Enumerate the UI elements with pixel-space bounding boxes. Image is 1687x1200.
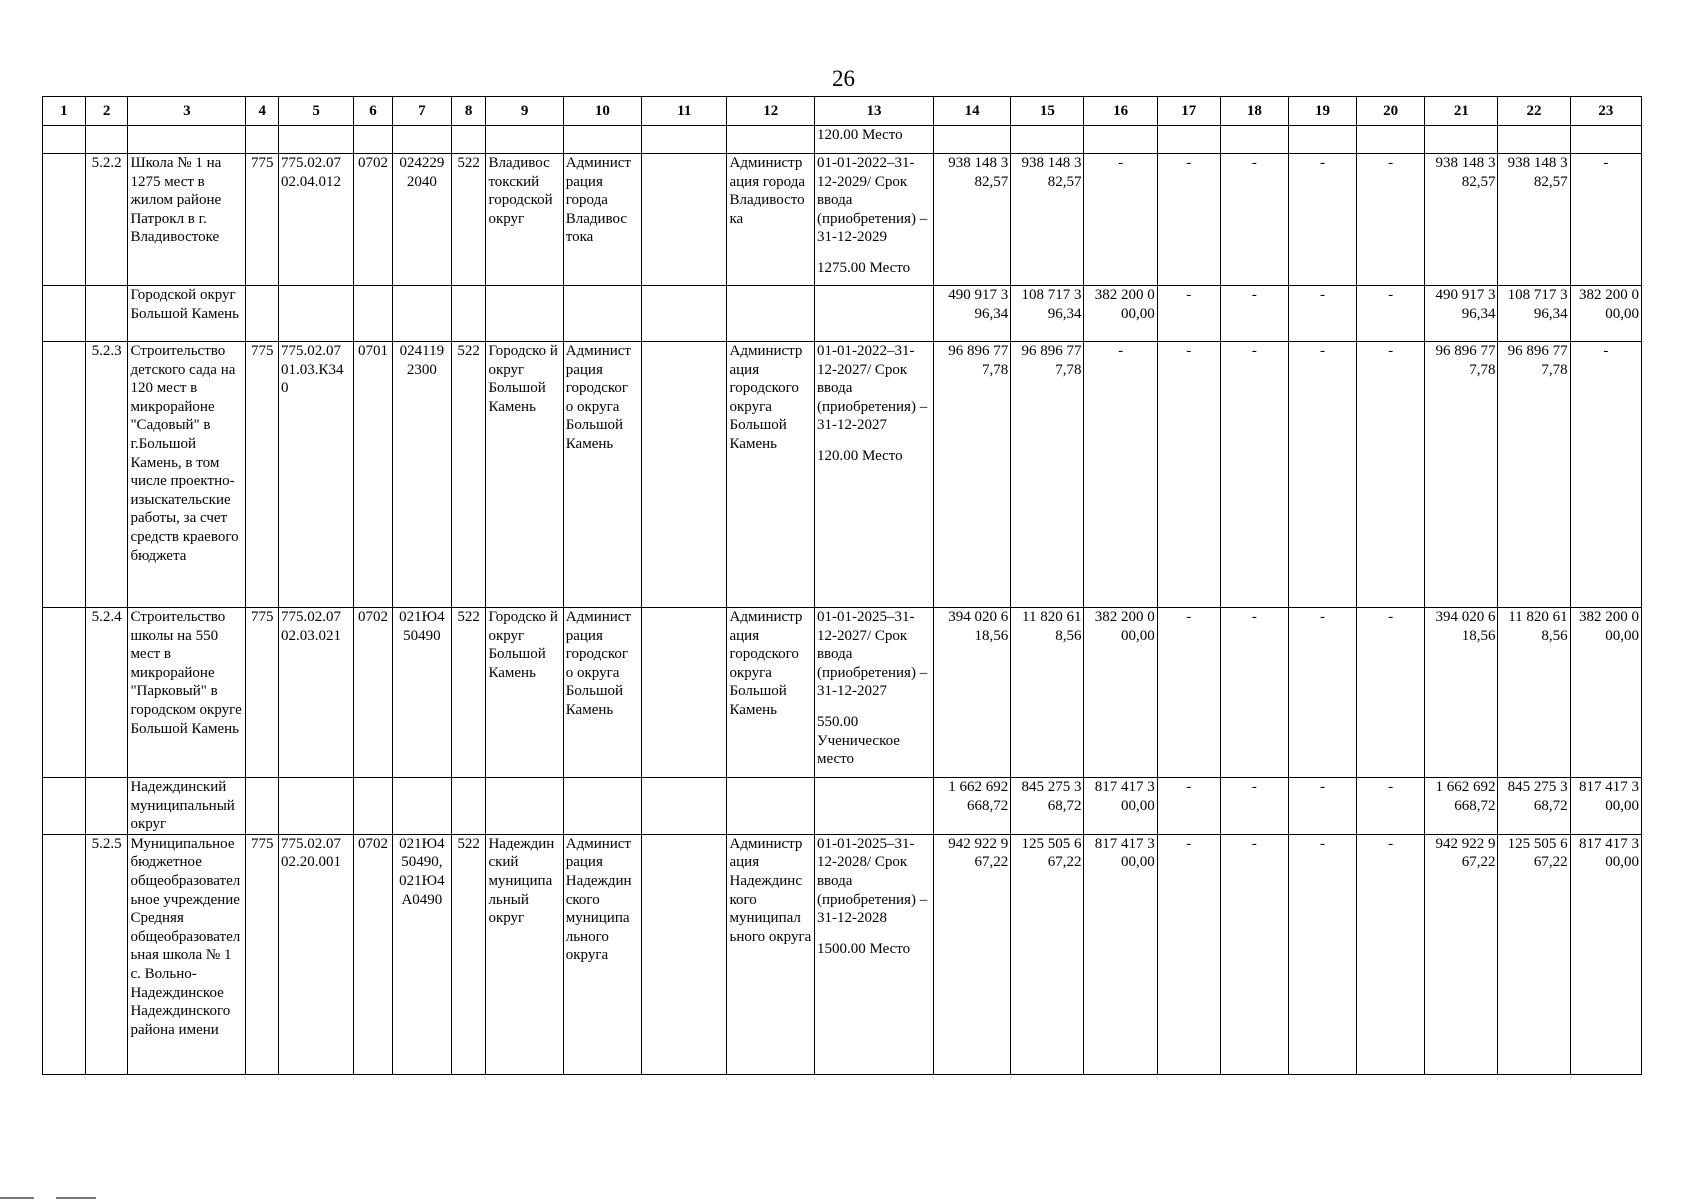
table-cell: 0701 [354,342,393,608]
table-cell: Администр ация городского округа Большой Камень [727,608,814,778]
table-cell: 817 417 3 00,00 [1084,834,1157,1074]
table-cell: - [1288,342,1356,608]
header-cell: 4 [246,97,279,126]
table-cell: 938 148 3 82,57 [1498,154,1570,286]
table-cell: 394 020 6 18,56 [1425,608,1498,778]
table-cell: 942 922 9 67,22 [933,834,1010,1074]
table-cell: - [1357,286,1425,342]
header-cell: 22 [1498,97,1570,126]
header-cell: 17 [1157,97,1220,126]
table-cell [1084,126,1157,154]
table-cell [642,154,727,286]
table-cell: 938 148 3 82,57 [1425,154,1498,286]
header-cell: 15 [1011,97,1084,126]
table-cell [814,342,933,608]
table-cell: - [1220,154,1288,286]
object-name-cell: Школа № 1 на 1275 мест в жилом районе Патрокл в г. Владивостоке [128,154,246,286]
table-cell [1011,126,1084,154]
header-cell: 21 [1425,97,1498,126]
table-cell: 775 [246,834,279,1074]
table-cell [642,608,727,778]
row-number-cell: 5.2.3 [85,342,128,608]
header-cell: 1 [43,97,86,126]
table-cell: - [1288,608,1356,778]
table-cell [85,126,128,154]
table-cell [563,126,641,154]
table-cell: 120.00 Место [814,126,933,154]
table-cell: 490 917 3 96,34 [1425,286,1498,342]
table-row [43,154,1642,286]
table-cell: 817 417 3 00,00 [1570,778,1641,835]
capacity-text: 1500.00 Место [816,940,911,957]
table-cell: Администр ация Надеждинс кого муниципал ьного округа [727,834,814,1074]
table-cell: - [1220,286,1288,342]
table-cell: 522 [451,834,486,1074]
table-cell: 96 896 77 7,78 [1425,342,1498,608]
table-cell: - [1288,286,1356,342]
period-text: 01-01-2022–31-12-2029/ Срок ввода (приобретения) – 31-12-2029 [816,155,928,246]
table-cell [642,126,727,154]
header-cell: 23 [1570,97,1641,126]
table-cell [43,154,86,286]
table-cell: 522 [451,154,486,286]
header-row [43,97,1642,126]
table-row [43,126,1642,154]
header-cell: 13 [814,97,933,126]
table-cell: 11 820 61 8,56 [1498,608,1570,778]
table-cell [354,286,393,342]
table-cell [278,126,353,154]
table-cell [814,834,933,1074]
table-cell: 775.02.07 02.03.021 [278,608,353,778]
district-name-cell: Надеждинский муниципальный округ [128,778,246,835]
table-cell [1498,126,1570,154]
table-cell [43,608,86,778]
table-cell [392,126,451,154]
table-cell: 845 275 3 68,72 [1011,778,1084,835]
table-cell [563,286,641,342]
table-cell: - [1157,608,1220,778]
table-cell: Админист рация городског о округа Большой Камень [563,342,641,608]
table-cell: - [1357,608,1425,778]
table-cell [451,126,486,154]
table-cell: 382 200 0 00,00 [1084,286,1157,342]
table-cell: - [1570,342,1641,608]
table-cell [43,778,86,835]
table-row [43,286,1642,342]
row-number-cell: 5.2.5 [85,834,128,1074]
table-cell: - [1220,342,1288,608]
table-row [43,778,1642,835]
table-cell [392,286,451,342]
table-cell [727,286,814,342]
table-cell: - [1288,778,1356,835]
row-number-cell: 5.2.2 [85,154,128,286]
table-cell: 382 200 0 00,00 [1084,608,1157,778]
table-cell [814,778,933,835]
table-cell [43,834,86,1074]
table-cell: 021Ю4 50490 [392,608,451,778]
table-cell: 775.02.07 01.03.К34 0 [278,342,353,608]
table-cell: 1 662 692 668,72 [1425,778,1498,835]
table-cell: 021Ю4 50490, 021Ю4 А0490 [392,834,451,1074]
table-cell [933,126,1010,154]
page-number: 26 [832,66,855,91]
table-cell [354,126,393,154]
table-cell: 96 896 77 7,78 [933,342,1010,608]
table-cell [486,126,563,154]
period-text: 01-01-2025–31-12-2027/ Срок ввода (приобретения) – 31-12-2027 [816,609,928,700]
table-cell [392,778,451,835]
table-cell [246,778,279,835]
table-cell: 522 [451,342,486,608]
header-cell: 7 [392,97,451,126]
table-cell [814,286,933,342]
table-cell [642,778,727,835]
table-cell: 775.02.07 02.04.012 [278,154,353,286]
table-cell: 522 [451,608,486,778]
table-row [43,608,1642,778]
table-cell [814,608,933,778]
header-cell: 6 [354,97,393,126]
table-cell [727,778,814,835]
table-cell [246,126,279,154]
table-cell: 394 020 6 18,56 [933,608,1010,778]
table-cell [486,286,563,342]
table-cell [85,778,128,835]
table-cell: 775 [246,154,279,286]
table-cell [563,778,641,835]
object-name-cell: Муниципальное бюджетное общеобразовательное учреждение Средняя общеобразовательная школа № 1 с. Вольно-Надеждинское Надеждинского района имени [128,834,246,1074]
header-cell: 9 [486,97,563,126]
header-cell: 3 [128,97,246,126]
table-cell: 938 148 3 82,57 [933,154,1010,286]
table-cell: 108 717 3 96,34 [1498,286,1570,342]
capacity-text: 1275.00 Место [816,259,911,276]
table-cell [1220,126,1288,154]
table-cell: Владивос токский городской округ [486,154,563,286]
table-cell [246,286,279,342]
table-cell: 382 200 0 00,00 [1570,608,1641,778]
table-cell: 817 417 3 00,00 [1570,834,1641,1074]
table-cell [727,126,814,154]
table-cell: 108 717 3 96,34 [1011,286,1084,342]
table-cell: 11 820 61 8,56 [1011,608,1084,778]
table-cell [354,778,393,835]
table-cell: 024229 2040 [392,154,451,286]
header-cell: 5 [278,97,353,126]
table-cell [1288,126,1356,154]
scan-artifact [0,1197,34,1199]
table-cell: 938 148 3 82,57 [1011,154,1084,286]
table-cell [451,286,486,342]
investment-objects-table [42,96,1642,1075]
header-cell: 20 [1357,97,1425,126]
table-cell [486,778,563,835]
table-cell [43,286,86,342]
table-cell: Админист рация городског о округа Большой Камень [563,608,641,778]
table-cell: - [1288,154,1356,286]
capacity-text: 550.00 Ученическое место [816,713,900,768]
header-cell: 2 [85,97,128,126]
table-cell: - [1357,154,1425,286]
table-cell: 1 662 692 668,72 [933,778,1010,835]
table-cell: 0702 [354,608,393,778]
table-cell: 490 917 3 96,34 [933,286,1010,342]
table-cell: Городско й округ Большой Камень [486,342,563,608]
header-cell: 18 [1220,97,1288,126]
table-cell [642,286,727,342]
header-cell: 12 [727,97,814,126]
table-cell [43,342,86,608]
table-cell [451,778,486,835]
table-row [43,834,1642,1074]
table-cell: 024119 2300 [392,342,451,608]
table-cell: 0702 [354,154,393,286]
table-cell: - [1157,154,1220,286]
table-cell [43,126,86,154]
header-cell: 19 [1288,97,1356,126]
table-cell: 817 417 3 00,00 [1084,778,1157,835]
period-text: 01-01-2025–31-12-2028/ Срок ввода (приобретения) – 31-12-2028 [816,835,928,927]
table-cell: - [1288,834,1356,1074]
table-cell: 125 505 6 67,22 [1011,834,1084,1074]
scan-artifact [56,1197,96,1199]
table-cell: - [1157,342,1220,608]
table-cell: - [1084,342,1157,608]
row-number-cell: 5.2.4 [85,608,128,778]
table-cell: 845 275 3 68,72 [1498,778,1570,835]
object-name-cell: Строительство школы на 550 мест в микрорайоне "Парковый" в городском округе Большой Камень [128,608,246,778]
table-cell: 775.02.07 02.20.001 [278,834,353,1074]
table-cell: - [1157,286,1220,342]
table-cell: - [1357,834,1425,1074]
table-cell: 125 505 6 67,22 [1498,834,1570,1074]
table-cell [1357,126,1425,154]
table-cell [128,126,246,154]
table-cell: 382 200 0 00,00 [1570,286,1641,342]
table-cell: Админист рация города Владивос тока [563,154,641,286]
table-cell: 96 896 77 7,78 [1498,342,1570,608]
header-cell: 14 [933,97,1010,126]
table-cell: - [1084,154,1157,286]
table-cell: - [1220,608,1288,778]
object-name-cell: Строительство детского сада на 120 мест в микрорайоне "Садовый" в г.Большой Камень, в том числе проектно-изыскательские работы, за счет средств краевого бюджета [128,342,246,608]
table-cell [278,286,353,342]
table-body [43,97,1642,1075]
table-cell: - [1157,778,1220,835]
table-cell [642,834,727,1074]
table-cell: - [1220,778,1288,835]
table-cell [1425,126,1498,154]
table-cell: Администр ация городского округа Большой Камень [727,342,814,608]
table-cell [1157,126,1220,154]
table-row [43,342,1642,608]
district-name-cell: Городской округ Большой Камень [128,286,246,342]
table-cell [1570,126,1641,154]
table-cell: - [1157,834,1220,1074]
table-cell [642,342,727,608]
header-cell: 8 [451,97,486,126]
table-cell [278,778,353,835]
header-cell: 11 [642,97,727,126]
table-cell [814,154,933,286]
table-cell: - [1220,834,1288,1074]
table-cell: Админист рация Надеждин ского муниципа льного округа [563,834,641,1074]
table-cell: - [1357,342,1425,608]
table-cell: 775 [246,342,279,608]
capacity-text: 120.00 Место [816,447,903,464]
table-cell: Надеждин ский муниципа льный округ [486,834,563,1074]
table-cell [85,286,128,342]
table-cell: Городско й округ Большой Камень [486,608,563,778]
period-text: 01-01-2022–31-12-2027/ Срок ввода (приобретения) – 31-12-2027 [816,343,928,434]
table-cell: Администр ация города Владивосто ка [727,154,814,286]
table-cell: - [1357,778,1425,835]
table-cell: 942 922 9 67,22 [1425,834,1498,1074]
table-cell: 775 [246,608,279,778]
table-cell: - [1570,154,1641,286]
table-cell: 96 896 77 7,78 [1011,342,1084,608]
header-cell: 10 [563,97,641,126]
table-cell: 0702 [354,834,393,1074]
header-cell: 16 [1084,97,1157,126]
